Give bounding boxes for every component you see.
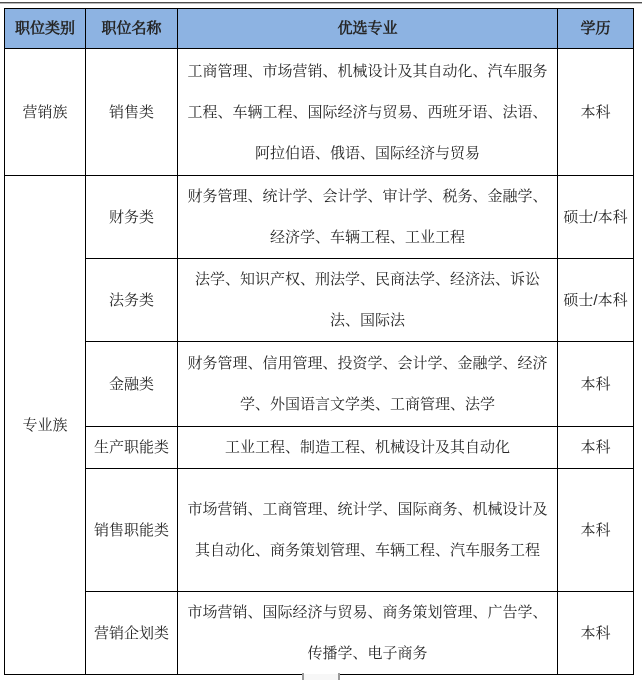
table-row [5, 176, 634, 259]
cell-majors: 法学、知识产权、刑法学、民商法学、经济法、诉讼法、国际法 [178, 259, 558, 342]
header-row [5, 9, 634, 49]
cell-category-marketing-family: 营销族 [5, 49, 86, 176]
cell-position-name: 财务类 [86, 176, 178, 259]
header-preferred-majors: 优选专业 [178, 9, 558, 49]
header-category: 职位类别 [5, 9, 86, 49]
job-positions-table [4, 8, 634, 675]
table-row [5, 49, 634, 176]
cell-majors: 财务管理、信用管理、投资学、会计学、金融学、经济学、外国语言文学类、工商管理、法学 [178, 342, 558, 427]
cell-majors: 工商管理、市场营销、机械设计及其自动化、汽车服务工程、车辆工程、国际经济与贸易、西班牙语、法语、阿拉伯语、俄语、国际经济与贸易 [178, 49, 558, 176]
cropped-element-below-fill [304, 674, 338, 680]
cell-position-name: 销售职能类 [86, 469, 178, 592]
table-row [5, 342, 634, 427]
cell-position-name: 生产职能类 [86, 427, 178, 469]
table-row [5, 427, 634, 469]
cell-education: 本科 [558, 592, 634, 675]
cell-education: 硕士/本科 [558, 176, 634, 259]
cropped-element-below-left-stub [302, 673, 304, 680]
cell-majors: 财务管理、统计学、会计学、审计学、税务、金融学、经济学、车辆工程、工业工程 [178, 176, 558, 259]
top-divider-line-shadow [0, 3, 642, 4]
table-row [5, 259, 634, 342]
cell-majors: 市场营销、国际经济与贸易、商务策划管理、广告学、传播学、电子商务 [178, 592, 558, 675]
header-position-name: 职位名称 [86, 9, 178, 49]
cell-education: 本科 [558, 427, 634, 469]
cell-majors: 市场营销、工商管理、统计学、国际商务、机械设计及其自动化、商务策划管理、车辆工程、汽车服务工程 [178, 469, 558, 592]
cell-position-name: 营销企划类 [86, 592, 178, 675]
table-row [5, 592, 634, 675]
cell-position-name: 金融类 [86, 342, 178, 427]
table-row [5, 469, 634, 592]
cell-category-professional-family: 专业族 [5, 176, 86, 675]
cropped-element-below-right-stub [338, 673, 340, 680]
cell-education: 本科 [558, 342, 634, 427]
cell-position-name: 销售类 [86, 49, 178, 176]
cell-majors: 工业工程、制造工程、机械设计及其自动化 [178, 427, 558, 469]
cell-education: 硕士/本科 [558, 259, 634, 342]
cell-education: 本科 [558, 469, 634, 592]
cell-education: 本科 [558, 49, 634, 176]
cell-position-name: 法务类 [86, 259, 178, 342]
header-education: 学历 [558, 9, 634, 49]
